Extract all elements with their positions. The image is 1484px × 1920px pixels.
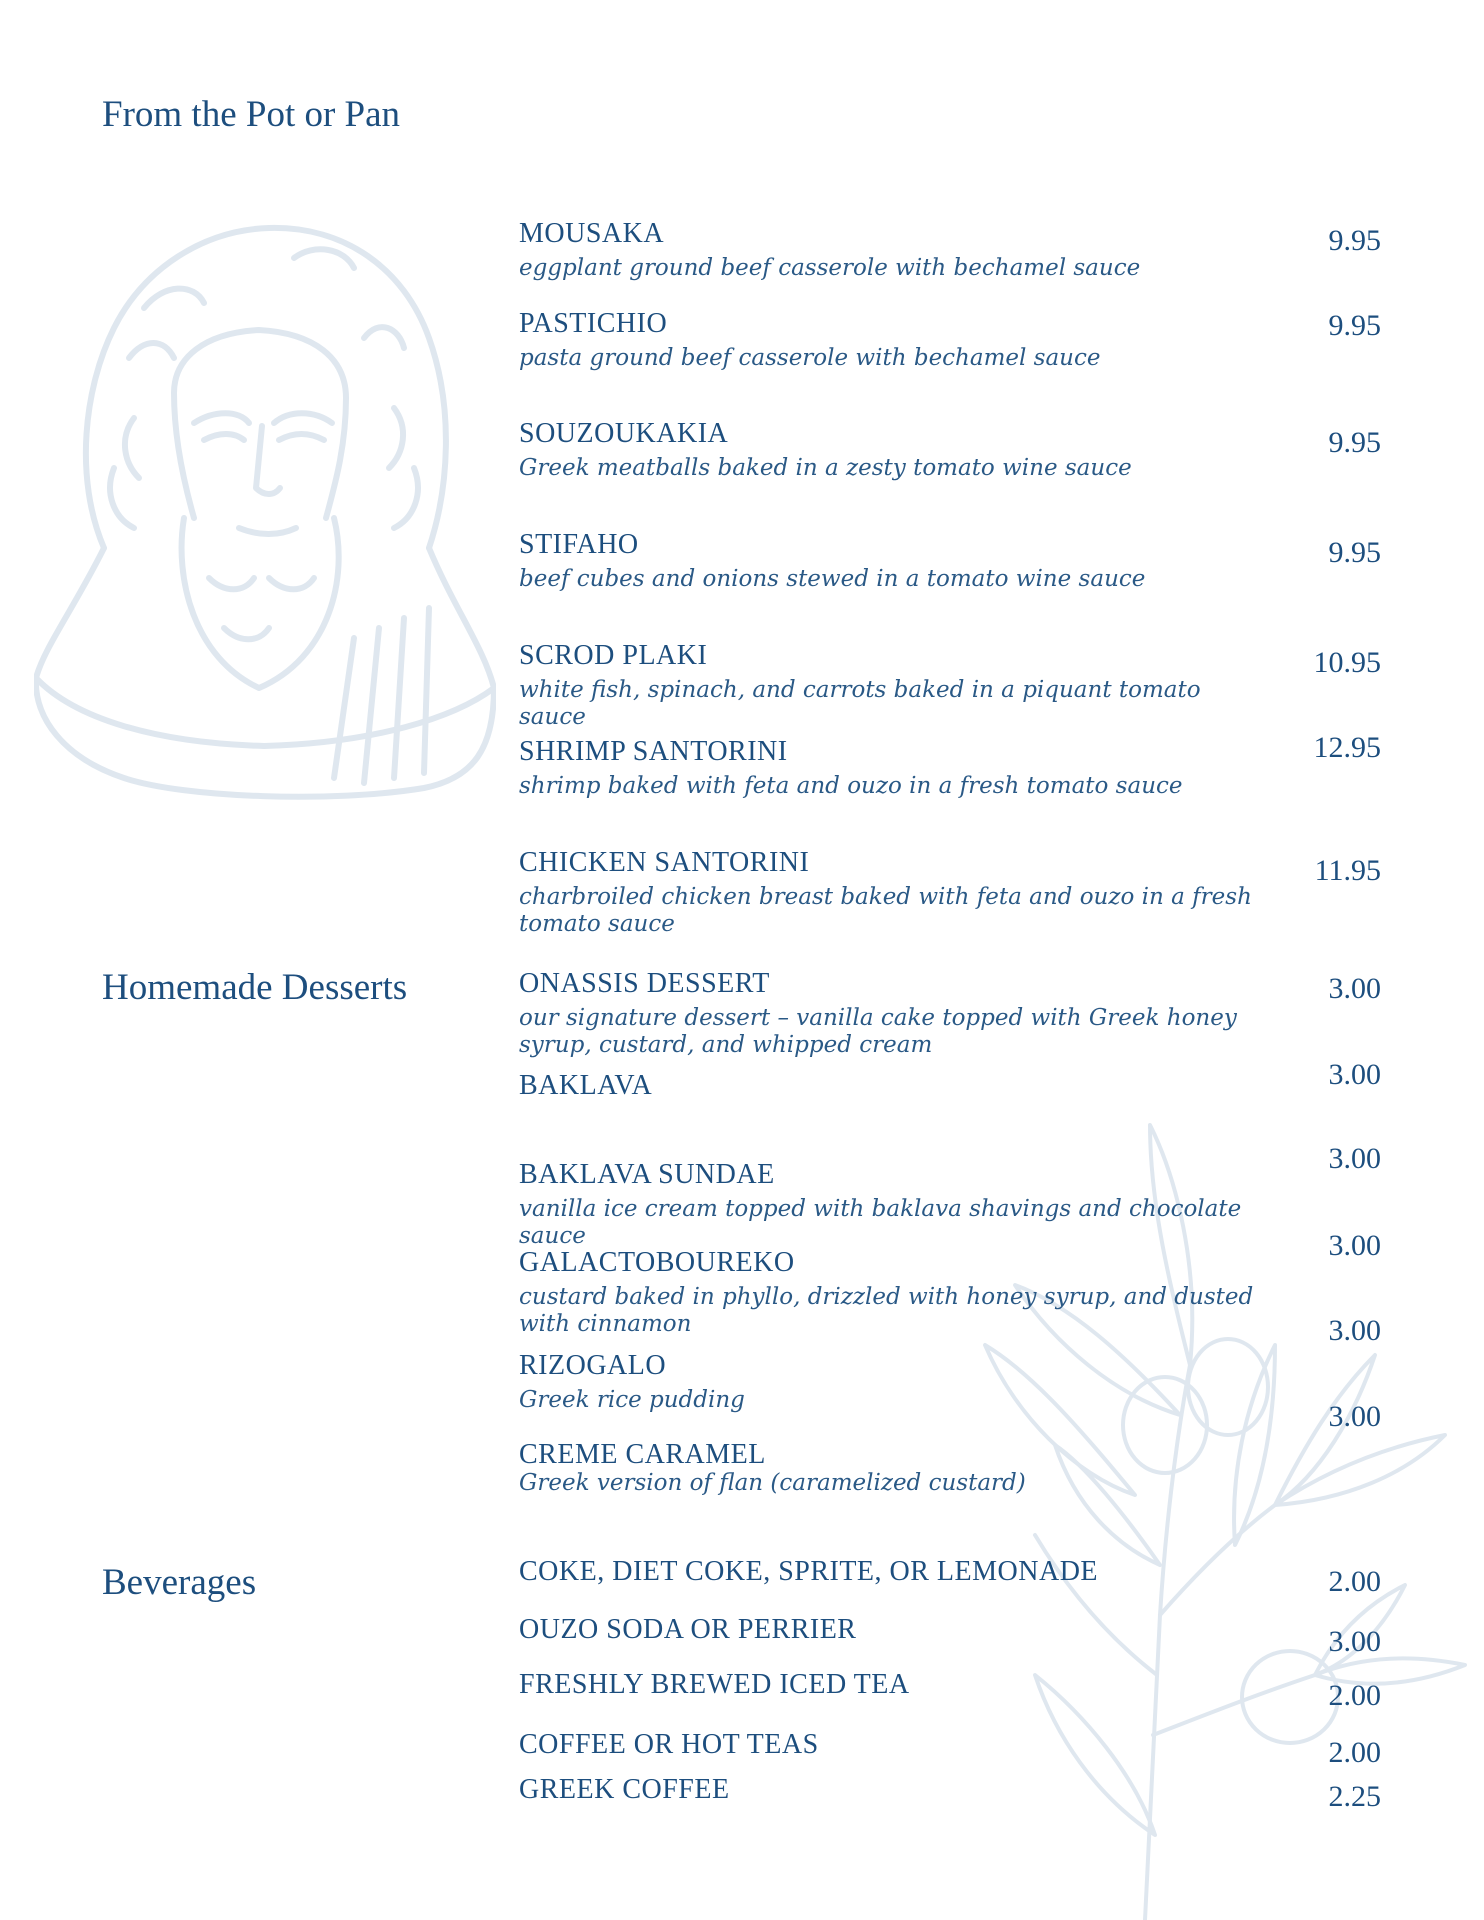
menu-item [519, 1438, 1259, 1497]
item-name: CREME CARAMEL [519, 1439, 766, 1470]
menu-item [519, 1728, 1259, 1762]
item-description: our signature dessert – vanilla cake topped with Greek honey syrup, custard, and whipped cream [519, 1005, 1237, 1058]
item-price: 3.00 [1328, 1142, 1381, 1175]
menu-item [519, 1773, 1259, 1807]
menu-item [519, 417, 1259, 482]
item-name: GREEK COFFEE [519, 1774, 730, 1805]
item-name: STIFAHO [519, 529, 639, 560]
item-name: COFFEE OR HOT TEAS [519, 1729, 819, 1760]
menu-item [519, 1555, 1259, 1589]
menu-item [519, 1613, 1259, 1647]
item-description: pasta ground beef casserole with bechamel sauce [519, 345, 1101, 371]
item-price: 9.95 [1328, 536, 1381, 569]
item-name: CHICKEN SANTORINI [519, 847, 810, 878]
greek-bust-illustration [34, 218, 496, 820]
item-price: 3.00 [1328, 1058, 1381, 1091]
item-description: beef cubes and onions stewed in a tomato wine sauce [519, 566, 1146, 592]
item-price: 10.95 [1313, 646, 1381, 679]
item-name: BAKLAVA SUNDAE [519, 1159, 775, 1190]
menu-item [519, 217, 1259, 282]
item-name: MOUSAKA [519, 218, 665, 249]
item-price: 3.00 [1328, 1229, 1381, 1262]
item-name: SOUZOUKAKIA [519, 418, 729, 449]
section-title-beverages: Beverages [102, 1562, 257, 1603]
item-price: 2.00 [1328, 1736, 1381, 1769]
item-name: ONASSIS DESSERT [519, 968, 770, 999]
item-description: custard baked in phyllo, drizzled with honey syrup, and dusted with cinnamon [519, 1284, 1254, 1337]
menu-item [519, 1349, 1259, 1414]
item-name: COKE, DIET COKE, SPRITE, OR LEMONADE [519, 1556, 1099, 1587]
item-name: PASTICHIO [519, 308, 668, 339]
item-price: 12.95 [1313, 731, 1381, 764]
item-name: FRESHLY BREWED ICED TEA [519, 1669, 910, 1700]
item-description: eggplant ground beef casserole with bechamel sauce [519, 255, 1141, 281]
item-description: white fish, spinach, and carrots baked in a piquant tomato sauce [519, 677, 1201, 730]
item-price: 3.00 [1328, 1400, 1381, 1433]
item-description: Greek version of flan (caramelized custard) [519, 1470, 1026, 1496]
item-price: 9.95 [1328, 224, 1381, 257]
item-description: vanilla ice cream topped with baklava shavings and chocolate sauce [519, 1196, 1242, 1249]
item-description: Greek meatballs baked in a zesty tomato wine sauce [519, 455, 1132, 481]
item-price: 3.00 [1328, 1625, 1381, 1658]
item-name: OUZO SODA OR PERRIER [519, 1614, 857, 1645]
item-price: 9.95 [1328, 309, 1381, 342]
item-price: 2.00 [1328, 1565, 1381, 1598]
item-price: 3.00 [1328, 1314, 1381, 1347]
menu-item [519, 735, 1259, 800]
menu-item [519, 846, 1259, 938]
menu-item [519, 967, 1259, 1059]
item-name: BAKLAVA [519, 1070, 653, 1101]
item-price: 9.95 [1328, 426, 1381, 459]
menu-item [519, 639, 1259, 731]
item-description: shrimp baked with feta and ouzo in a fresh tomato sauce [519, 773, 1183, 799]
item-price: 11.95 [1314, 854, 1381, 887]
item-description: charbroiled chicken breast baked with feta and ouzo in a fresh tomato sauce [519, 884, 1252, 937]
section-title-desserts: Homemade Desserts [102, 967, 408, 1008]
menu-item [519, 307, 1259, 372]
item-description: Greek rice pudding [519, 1387, 745, 1413]
menu-item [519, 1158, 1259, 1250]
item-name: SCROD PLAKI [519, 640, 708, 671]
item-price: 2.25 [1328, 1780, 1381, 1813]
item-price: 3.00 [1328, 972, 1381, 1005]
item-name: SHRIMP SANTORINI [519, 736, 788, 767]
item-name: GALACTOBOUREKO [519, 1247, 795, 1278]
menu-item [519, 528, 1259, 593]
menu-item [519, 1668, 1259, 1702]
menu-item [519, 1246, 1259, 1338]
section-title-pot-pan: From the Pot or Pan [102, 94, 401, 135]
menu-item [519, 1069, 1259, 1103]
item-price: 2.00 [1328, 1679, 1381, 1712]
item-name: RIZOGALO [519, 1350, 667, 1381]
